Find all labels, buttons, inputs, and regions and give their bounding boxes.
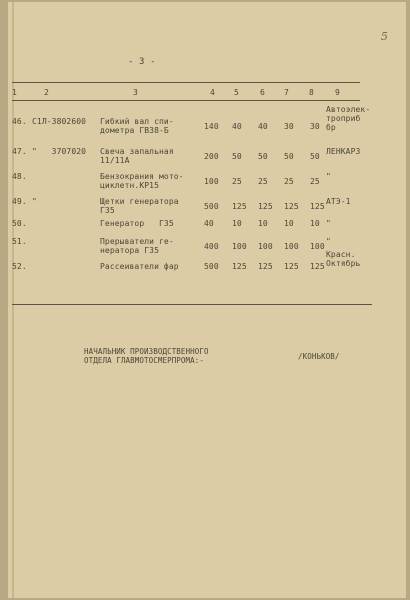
quantity-cell: 50 — [310, 152, 320, 161]
quantity-cell: 125 — [258, 202, 273, 211]
quantity-cell: 125 — [310, 262, 325, 271]
header-cell-9: 9 — [335, 88, 340, 97]
page-number: - 3 - — [128, 57, 156, 67]
part-number: С1Л-3802600 — [32, 117, 87, 126]
quantity-cell: 10 — [284, 219, 294, 228]
quantity-cell: 200 — [204, 152, 219, 161]
item-name-line: Свеча запальная — [100, 147, 174, 156]
table-bottom-rule — [12, 304, 372, 305]
row-number: 50. — [12, 219, 27, 228]
header-cell-4: 4 — [210, 88, 215, 97]
quantity-cell: 140 — [204, 122, 219, 131]
quantity-cell: 40 — [258, 122, 268, 131]
row-number: 48. — [12, 172, 27, 181]
quantity-cell: 40 — [204, 219, 214, 228]
quantity-cell: 25 — [284, 177, 294, 186]
supplier-line: " — [326, 237, 331, 246]
item-name-line: Щетки генератора — [100, 197, 179, 206]
document-page — [8, 2, 406, 598]
part-number: " 3707020 — [32, 147, 87, 156]
row-number: 49. — [12, 197, 27, 206]
header-cell-5: 5 — [234, 88, 239, 97]
header-cell-2: 2 — [44, 88, 49, 97]
part-number: " — [32, 197, 37, 206]
quantity-cell: 100 — [284, 242, 299, 251]
supplier-line: бр — [326, 123, 336, 132]
item-name-line: Г35 — [100, 206, 115, 215]
quantity-cell: 125 — [310, 202, 325, 211]
quantity-cell: 100 — [232, 242, 247, 251]
quantity-cell: 500 — [204, 202, 219, 211]
quantity-cell: 400 — [204, 242, 219, 251]
quantity-cell: 25 — [232, 177, 242, 186]
row-number: 46. — [12, 117, 27, 126]
quantity-cell: 125 — [232, 262, 247, 271]
quantity-cell: 40 — [232, 122, 242, 131]
supplier-line: " — [326, 172, 331, 181]
signature-title-line2: ОТДЕЛА ГЛАВМОТОСМЕРПРОМА:- — [84, 356, 204, 365]
item-name-line: Рассеиватели фар — [100, 262, 179, 271]
supplier-line: " — [326, 219, 331, 228]
quantity-cell: 100 — [258, 242, 273, 251]
quantity-cell: 100 — [310, 242, 325, 251]
supplier-line: Красн. — [326, 250, 356, 259]
quantity-cell: 125 — [284, 262, 299, 271]
supplier-line: АТЭ-1 — [326, 197, 351, 206]
header-cell-8: 8 — [309, 88, 314, 97]
quantity-cell: 50 — [232, 152, 242, 161]
item-name-line: Прерыватели ге- — [100, 237, 174, 246]
item-name-line: дометра ГВ38-Б — [100, 126, 169, 135]
header-cell-6: 6 — [260, 88, 265, 97]
quantity-cell: 125 — [232, 202, 247, 211]
quantity-cell: 10 — [232, 219, 242, 228]
signature-title-line1: НАЧАЛЬНИК ПРОИЗВОДСТВЕННОГО — [84, 347, 209, 356]
table-header-rule — [12, 100, 360, 101]
quantity-cell: 25 — [258, 177, 268, 186]
item-name-line: Бензокрания мото- — [100, 172, 184, 181]
signature-name: /КОНЬКОВ/ — [298, 352, 340, 361]
header-cell-3: 3 — [133, 88, 138, 97]
table-top-rule — [12, 82, 360, 83]
item-name-line: циклетн.КР15 — [100, 181, 159, 190]
quantity-cell: 30 — [310, 122, 320, 131]
quantity-cell: 50 — [258, 152, 268, 161]
quantity-cell: 500 — [204, 262, 219, 271]
item-name-line: нератора Г35 — [100, 246, 159, 255]
row-number: 51. — [12, 237, 27, 246]
quantity-cell: 125 — [258, 262, 273, 271]
header-cell-7: 7 — [284, 88, 289, 97]
header-cell-1: 1 — [12, 88, 17, 97]
supplier-line: ЛЕНКАРЗ — [326, 147, 361, 156]
supplier-line: троприб — [326, 114, 361, 123]
supplier-line: Автоэлек- — [326, 105, 371, 114]
item-name-line: 11/11А — [100, 156, 130, 165]
quantity-cell: 125 — [284, 202, 299, 211]
quantity-cell: 10 — [310, 219, 320, 228]
quantity-cell: 30 — [284, 122, 294, 131]
quantity-cell: 50 — [284, 152, 294, 161]
quantity-cell: 10 — [258, 219, 268, 228]
item-name-line: Гибкий вал спи- — [100, 117, 174, 126]
quantity-cell: 100 — [204, 177, 219, 186]
item-name-line: Генератор Г35 — [100, 219, 174, 228]
quantity-cell: 25 — [310, 177, 320, 186]
row-number: 47. — [12, 147, 27, 156]
supplier-line: Октябрь — [326, 259, 361, 268]
row-number: 52. — [12, 262, 27, 271]
pencil-page-mark: 5 — [380, 30, 388, 43]
